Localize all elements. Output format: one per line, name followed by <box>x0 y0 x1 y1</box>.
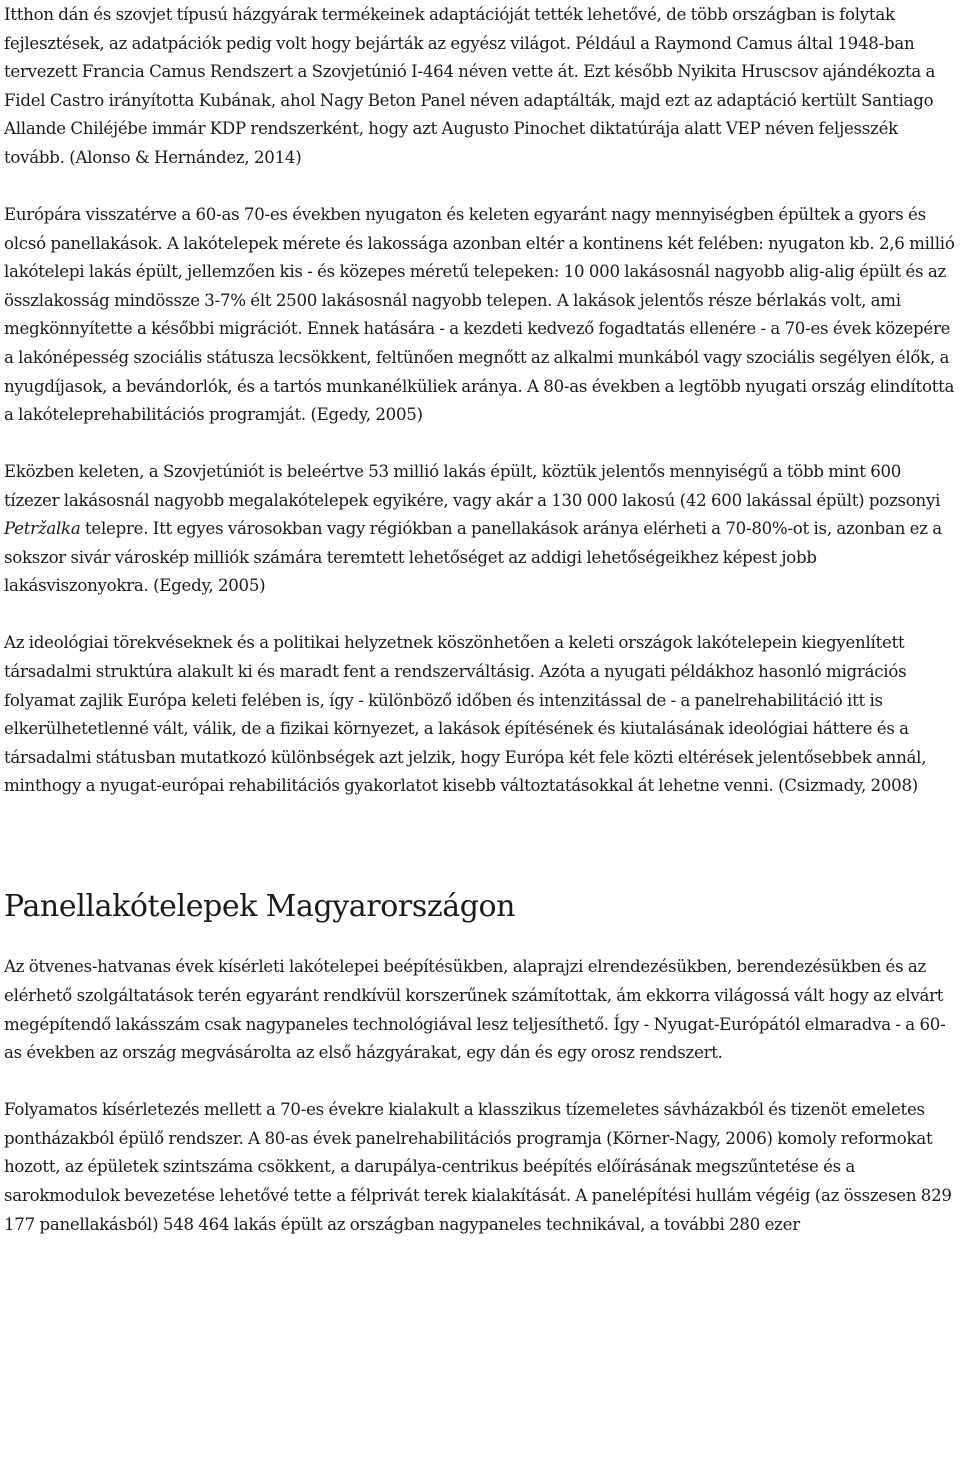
place-name-petrzalka: Petržalka <box>4 519 81 539</box>
section-heading: Panellakótelepek Magyarországon <box>4 889 516 925</box>
paragraph-east-after: telepre. Itt egyes városokban vagy régiókban a panellakások aránya elérheti a 70-80%-ot is, azonban ez a sokszor sivár városkép milliók számára teremtett lehetőséget az addigi lehetőségeikhez képest jobb lakásviszonyokra. (Egedy, 2005) <box>4 519 942 596</box>
paragraph-intro-2: Európára visszatérve a 60-as 70-es években nyugaton és keleten egyaránt nagy mennyiségben épültek a gyors és olcsó panellakások. A lakótelepek mérete és lakossága azonban eltér a kontinens két felében: nyugaton kb. 2,6 millió lakótelepi lakás épült, jellemzően kis - és közepes méretű telepeken: 10 000 lakásosnál nagyobb alig-alig épült és az összlakosság mindössze 3-7% élt 2500 lakásosnál nagyobb telepen. A lakások jelentős része bérlakás volt, ami megkönnyítette a későbbi migrációt. Ennek hatására - a kezdeti kedvező fogadtatás ellenére - a 70-es évek közepére a lakónépesség szociális státusza lecsökkent, feltünően megnőtt az alkalmi munkából vagy szociális segélyen élők, a nyugdíjasok, a bevándorlók, és a tartós munkanélküliek aránya. A 80-as években a legtöbb nyugati ország elindította a lakóteleprehabilitációs programját. (Egedy, 2005) <box>4 204 955 425</box>
section-spacer <box>4 829 956 887</box>
paragraph-seventies: Folyamatos kísérletezés mellett a 70-es évekre kialakult a klasszikus tízemeletes sávházakból és tizenöt emeletes pontházakból épülő rendszer. A 80-as évek panelrehabilitációs programja (Körner-Nagy, 2006) komoly reformokat hozott, az épületek szintszáma csökkent, a darupálya-centrikus beépítés előírásának megszűntetése és a sarokmodulok bevezetése lehetővé tette a félprivát terek kialakítását. A panelépítési hullám végéig (az összesen 829 177 panellakásból) 548 464 lakás épült az országban nagypaneles technikával, a további 280 ezer <box>4 1100 952 1234</box>
paragraph-intro-1: Itthon dán és szovjet típusú házgyárak termékeinek adaptációját tették lehetővé, de több országban is folytak fejlesztések, az adatpációk pedig volt hogy bejárták az egyész világot. Például a Raymond Camus által 1948-ban tervezett Francia Camus Rendszert a Szovjetúnió I-464 néven vette át. Ezt később Nyikita Hruscsov ajándékozta a Fidel Castro irányította Kubának, ahol Nagy Beton Panel néven adaptálták, majd ezt az adaptáció kertült Santiago Allande Chiléjébe immár KDP rendszerként, hogy azt Augusto Pinochet diktatúrája alatt VEP néven feljesszék tovább. (Alonso & Hernández, 2014) <box>4 5 936 167</box>
paragraph-east <box>4 458 956 601</box>
paragraph-fifties: Az ötvenes-hatvanas évek kísérleti lakótelepei beépítésükben, alaprajzi elrendezésükben, berendezésükben és az elérhető szolgáltatások terén egyaránt rendkívül korszerűnek számítottak, ám ekkorra világossá vált hogy az elvárt megépítendő lakásszám csak nagypaneles technológiával lesz teljesíthető. Így - Nyugat-Európától elmaradva - a 60-as években az ország megvásárolta az első házgyárakat, egy dán és egy orosz rendszert. <box>4 957 946 1063</box>
paragraph-east-before: Eközben keleten, a Szovjetúniót is beleértve 53 millió lakás épült, köztük jelentős mennyiségű a több mint 600 tízezer lakásosnál nagyobb megalakótelepek egyikére, vagy akár a 130 000 lakosú (42 600 lakással épült) pozsonyi <box>4 462 941 510</box>
document-page <box>4 0 956 1268</box>
paragraph-ideology: Az ideológiai törekvéseknek és a politikai helyzetnek köszönhetően a keleti országok lakótelepein kiegyenlített társadalmi struktúra alakult ki és maradt fent a rendszerváltásig. Azóta a nyugati példákhoz hasonló migrációs folyamat zajlik Európa keleti felében is, így - különböző időben és intenzitással de - a panelrehabilitáció itt is elkerülhetetlenné vált, válik, de a fizikai környezet, a lakások építésének és kiutalásának ideológiai háttere és a társadalmi státusban mutatkozó különbségek azt jelzik, hogy Európa két fele közti eltérések jelentősebbek annál, minthogy a nyugat-európai rehabilitációs gyakorlatot kisebb változtatásokkal át lehetne venni. (Csizmady, 2008) <box>4 633 927 796</box>
